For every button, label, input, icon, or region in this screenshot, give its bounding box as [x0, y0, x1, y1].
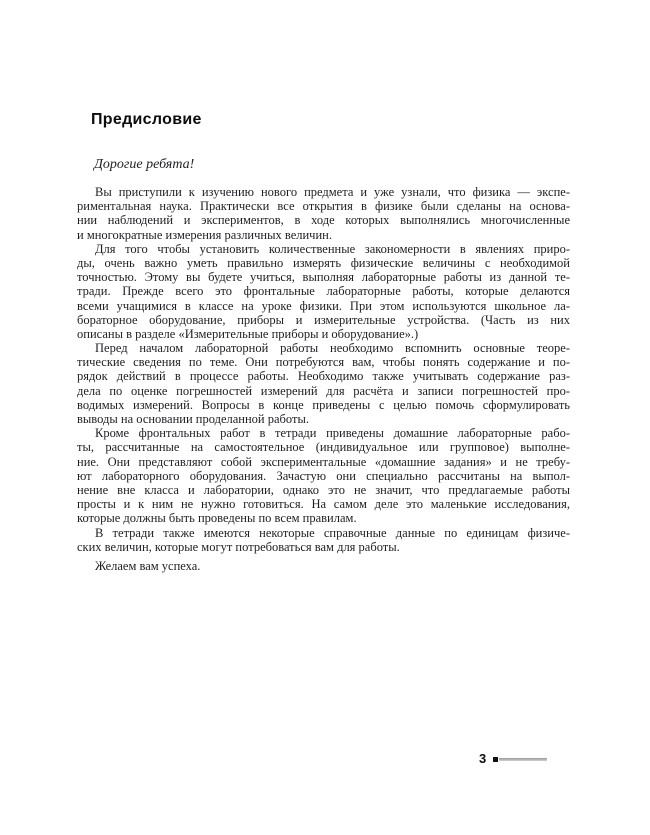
text-line: просты и к ним не нужно готовиться. На самом деле это маленькие исследования, [77, 497, 570, 512]
text-line: которые должны быть проведены по всем правилам. [77, 511, 357, 526]
text-line: рядок действий в процессе работы. Необходимо также учитывать содержание раз- [77, 369, 570, 384]
footer-square-marker [493, 757, 498, 762]
text-line: ских величин, которые могут потребоваться вам для работы. [77, 539, 400, 554]
text-line: нии наблюдений и экспериментов, в ходе которых выполнялись многочисленные [77, 213, 570, 228]
text-line: Вы приступили к изучению нового предмета и уже узнали, что физика — экспе- [95, 185, 570, 199]
text-line: Кроме фронтальных работ в тетради приведены домашние лабораторные рабо- [95, 426, 570, 441]
text-line: и многократные измерения различных величин. [77, 227, 332, 242]
text-line: тические сведения по теме. Они потребуются вам, чтобы понять содержание и по- [77, 355, 570, 370]
page-footer [479, 749, 547, 765]
text-line: описаны в разделе «Измерительные приборы и оборудование».) [77, 326, 419, 341]
text-line: ты, рассчитанные на самостоятельное (индивидуальное или групповое) выполне- [77, 440, 570, 455]
text-line: нение вне класса и лаборатории, однако это не значит, что предлагаемые работы [77, 482, 570, 497]
page-title: Предисловие [91, 111, 202, 128]
text-line: точностью. Этому вы будете учиться, выполняя лабораторные работы из данной те- [77, 270, 570, 285]
closing-line: Желаем вам успеха. [95, 559, 201, 573]
page-number: 3 [479, 750, 487, 766]
text-line: бораторное оборудование, приборы и измерительные устройства. (Часть из них [77, 312, 570, 327]
text-line: всеми учащимися в классе на уроке физики. При этом используются школьное ла- [77, 298, 570, 313]
text-line: дела по оценке погрешностей измерений для расчёта и записи погрешностей про- [77, 383, 570, 398]
footer-rule [499, 758, 547, 761]
text-line: В тетради также имеются некоторые справочные данные по единицам физиче- [95, 525, 570, 540]
body-text [77, 185, 570, 554]
text-line: ды, очень важно уметь правильно измерять физические величины с необходимой [77, 255, 570, 270]
text-line: Перед началом лабораторной работы необходимо вспомнить основные теоре- [95, 341, 570, 356]
text-line: ют лабораторного оборудования. Зачастую они специально рассчитаны на выпол- [77, 468, 570, 483]
salutation-line: Дорогие ребята! [94, 157, 195, 172]
text-line: риментальная наука. Практически все открытия в физике были сделаны на основа- [77, 199, 570, 214]
text-line: Для того чтобы установить количественные закономерности в явлениях приро- [95, 241, 570, 256]
text-line: тради. Прежде всего это фронтальные лабораторные работы, которые делаются [77, 284, 570, 299]
text-line: водимых измерений. Вопросы в конце приведены с целью помочь сформулировать [77, 397, 570, 412]
text-line: выводы на основании проделанной работы. [77, 412, 309, 426]
text-line: ние. Они представляют собой экспериментальные «домашние задания» и не требу- [77, 454, 570, 469]
